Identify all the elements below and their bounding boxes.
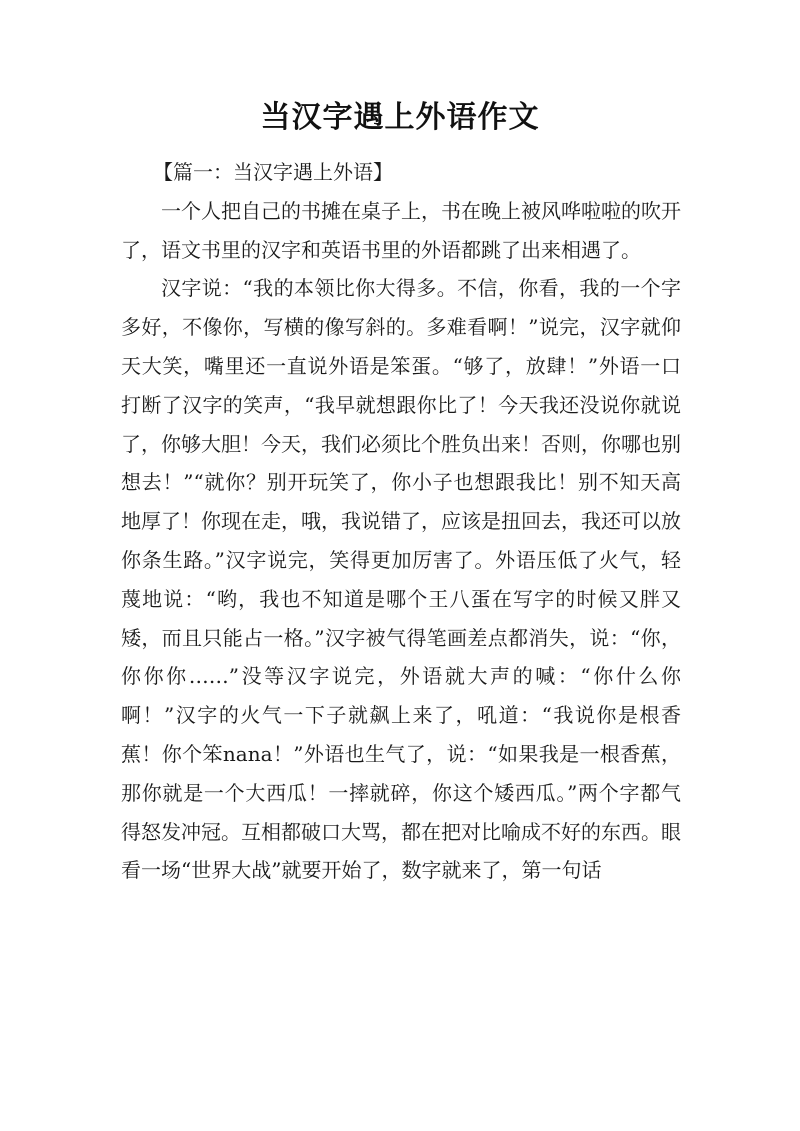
document-body (121, 153, 681, 890)
section-heading: 【篇一：当汉字遇上外语】 (153, 160, 393, 184)
body-paragraph-1: 一个人把自己的书摊在桌子上，书在晚上被风哗啦啦的吹开了，语文书里的汉字和英语书里的外语都跳了出来相遇了。 (121, 198, 681, 262)
body-paragraph-2: 汉字说：“我的本领比你大得多。不信，你看，我的一个字多好，不像你，写横的像写斜的。多难看啊！”说完，汉字就仰天大笑，嘴里还一直说外语是笨蛋。“够了，放肆！”外语一口打断了汉字的笑声，“我早就想跟你比了！今天我还没说你就说了，你够大胆！今天，我们必须比个胜负出来！否则，你哪也别想去！”“就你？别开玩笑了，你小子也想跟我比！别不知天高地厚了！你现在走，哦，我说错了，应该是扭回去，我还可以放你条生路。”汉字说完，笑得更加厉害了。外语压低了火气，轻蔑地说：“哟，我也不知道是哪个王八蛋在写字的时候又胖又矮，而且只能占一格。”汉字被气得笔画差点都消失，说：“你，你你你……”没等汉字说完，外语就大声的喊：“你什么你啊！”汉字的火气一下子就飙上来了，吼道：“我说你是根香蕉！你个笨nana！”外语也生气了，说：“如果我是一根香蕉，那你就是一个大西瓜！一摔就碎，你这个矮西瓜。”两个字都气得怒发冲冠。互相都破口大骂，都在把对比喻成不好的东西。眼看一场“世界大战”就要开始了，数字就来了，第一句话 (121, 276, 681, 883)
document-title: 当汉字遇上外语作文 (260, 100, 540, 135)
